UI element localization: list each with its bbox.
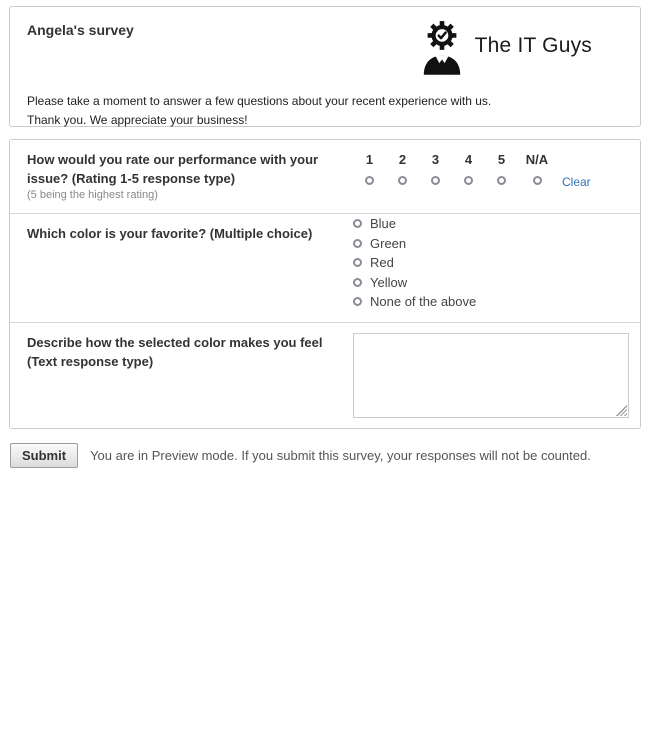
intro-line-1: Please take a moment to answer a few questions about your recent experience with us. (27, 94, 492, 108)
survey-questions-card (9, 139, 641, 429)
choice-radio-green[interactable] (353, 239, 362, 248)
text-question-answer (353, 323, 640, 428)
rating-radio-3[interactable] (431, 176, 440, 185)
choice-question-text (10, 214, 353, 322)
survey-intro (27, 92, 491, 130)
text-answer-wrap (353, 333, 629, 418)
survey-title: Angela's survey (27, 22, 134, 38)
choice-option-red[interactable] (353, 253, 630, 273)
rating-radio-na[interactable] (533, 176, 542, 185)
choice-option-none[interactable] (353, 292, 630, 312)
rating-option-3-label: 3 (431, 152, 440, 167)
text-answer-input[interactable] (353, 333, 629, 418)
rating-clear-link[interactable]: Clear (562, 175, 591, 189)
rating-option-2-label: 2 (398, 152, 407, 167)
question-row-text (10, 323, 640, 428)
choice-option-yellow[interactable] (353, 273, 630, 293)
text-question-text (10, 323, 353, 428)
choice-question-answer (353, 214, 640, 322)
question-row-rating (10, 140, 640, 214)
rating-option-1-label: 1 (365, 152, 374, 167)
choice-option-blue-label: Blue (370, 216, 397, 232)
choice-radio-blue[interactable] (353, 219, 362, 228)
gear-check-person-icon (419, 17, 465, 75)
rating-option-1 (353, 152, 386, 190)
rating-option-na (518, 152, 556, 190)
rating-radio-5[interactable] (497, 176, 506, 185)
submit-button[interactable]: Submit (10, 443, 78, 468)
choice-question-label: Which color is your favorite? (Multiple choice) (27, 226, 313, 241)
rating-question-answer (353, 140, 640, 213)
rating-option-4 (452, 152, 485, 190)
brand-name: The IT Guys (474, 34, 592, 57)
rating-question-label: How would you rate our performance with your issue? (Rating 1-5 response type) (27, 152, 319, 186)
company-logo (419, 17, 592, 75)
rating-radio-4[interactable] (464, 176, 473, 185)
rating-question-text (10, 140, 353, 213)
survey-header-card (9, 6, 641, 127)
rating-option-4-label: 4 (464, 152, 473, 167)
rating-option-5 (485, 152, 518, 190)
rating-radio-2[interactable] (398, 176, 407, 185)
choice-option-green-label: Green (370, 235, 407, 251)
rating-option-2 (386, 152, 419, 190)
choice-option-yellow-label: Yellow (370, 274, 408, 290)
rating-option-5-label: 5 (497, 152, 506, 167)
choice-radio-none[interactable] (353, 297, 362, 306)
rating-option-3 (419, 152, 452, 190)
submit-row (10, 443, 650, 468)
choice-option-blue[interactable] (353, 214, 630, 234)
choice-option-none-label: None of the above (370, 294, 477, 310)
choice-option-green[interactable] (353, 234, 630, 254)
preview-mode-notice: You are in Preview mode. If you submit this survey, your responses will not be counted. (90, 447, 591, 463)
rating-scale (353, 150, 630, 190)
text-question-label: Describe how the selected color makes you feel (Text response type) (27, 334, 323, 369)
choice-radio-yellow[interactable] (353, 278, 362, 287)
rating-option-na-label: N/A (525, 152, 549, 167)
rating-radio-1[interactable] (365, 176, 374, 185)
question-row-choice (10, 214, 640, 323)
rating-question-sublabel: (5 being the highest rating) (27, 189, 158, 201)
choice-radio-red[interactable] (353, 258, 362, 267)
choice-option-red-label: Red (370, 255, 394, 271)
intro-line-2: Thank you. We appreciate your business! (27, 113, 248, 127)
